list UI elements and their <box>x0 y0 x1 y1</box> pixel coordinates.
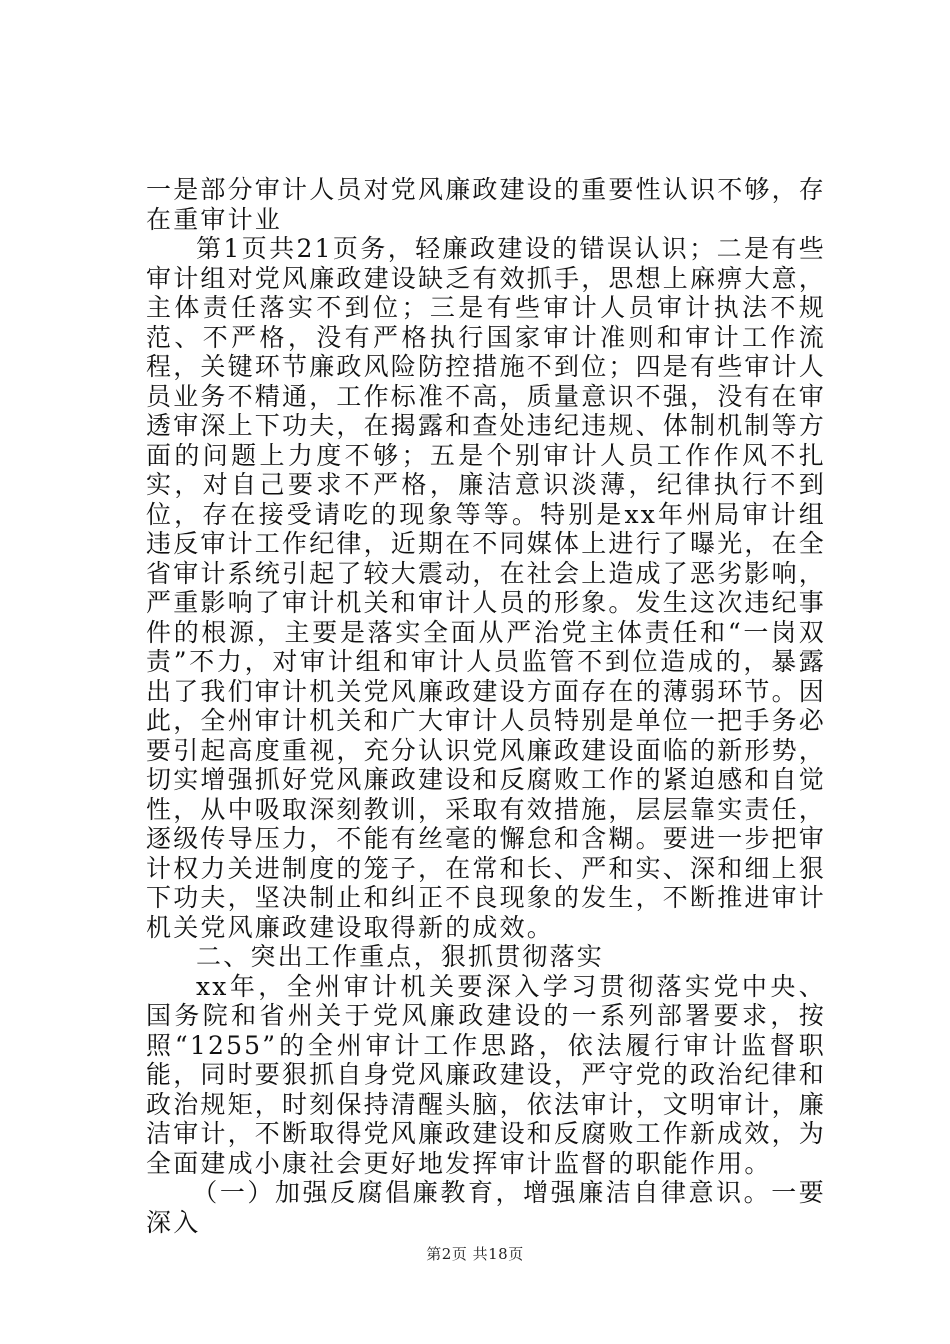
subsection-heading-1: （一）加强反腐倡廉教育，增强廉洁自律意识。一要深入 <box>146 1178 826 1237</box>
page-footer: 第2页 共18页 <box>426 1245 524 1263</box>
section-heading-2: 二、突出工作重点，狠抓贯彻落实 <box>196 942 605 971</box>
paragraph-3: xx年，全州审计机关要深入学习贯彻落实党中央、国务院和省州关于党风廉政建设的一系列部署要求，按照“1255”的全州审计工作思路，依法履行审计监督职能，同时要狠抓自身党风廉政建设，严守党的政治纪律和政治规矩，时刻保持清醒头脑，依法审计，文明审计，廉洁审计，不断取得党风廉政建设和反腐败工作新成效，为全面建成小康社会更好地发挥审计监督的职能作用。 <box>146 971 827 1178</box>
paragraph-2: 第1页共21页务，轻廉政建设的错误认识；二是有些审计组对党风廉政建设缺乏有效抓手，思想上麻痹大意，主体责任落实不到位；三是有些审计人员审计执法不规范、不严格，没有严格执行国家审计准则和审计工作流程，关键环节廉政风险防控措施不到位；四是有些审计人员业务不精通，工作标准不高，质量意识不强，没有在审透审深上下功夫，在揭露和查处违纪违规、体制机制等方面的问题上力度不够；五是个别审计人员工作作风不扎实，对自己要求不严格，廉洁意识淡薄，纪律执行不到位，存在接受请吃的现象等等。特别是xx年州局审计组违反审计工作纪律，近期在不同媒体上进行了曝光，在全省审计系统引起了较大震动，在社会上造成了恶劣影响，严重影响了审计机关和审计人员的形象。发生这次违纪事件的根源，主要是落实全面从严治党主体责任和“一岗双责”不力，对审计组和审计人员监管不到位造成的，暴露出了我们审计机关党风廉政建设方面存在的薄弱环节。因此，全州审计机关和广大审计人员特别是单位一把手务必要引起高度重视，充分认识党风廉政建设面临的新形势，切实增强抓好党风廉政建设和反腐败工作的紧迫感和自觉性，从中吸取深刻教训，采取有效措施，层层靠实责任，逐级传导压力，不能有丝毫的懈怠和含糊。要进一步把审计权力关进制度的笼子，在常和长、严和实、深和细上狠下功夫，坚决制止和纠正不良现象的发生，不断推进审计机关党风廉政建设取得新的成效。 <box>146 234 827 942</box>
document-body <box>146 175 826 1237</box>
paragraph-1: 一是部分审计人员对党风廉政建设的重要性认识不够，存在重审计业 <box>146 175 827 234</box>
